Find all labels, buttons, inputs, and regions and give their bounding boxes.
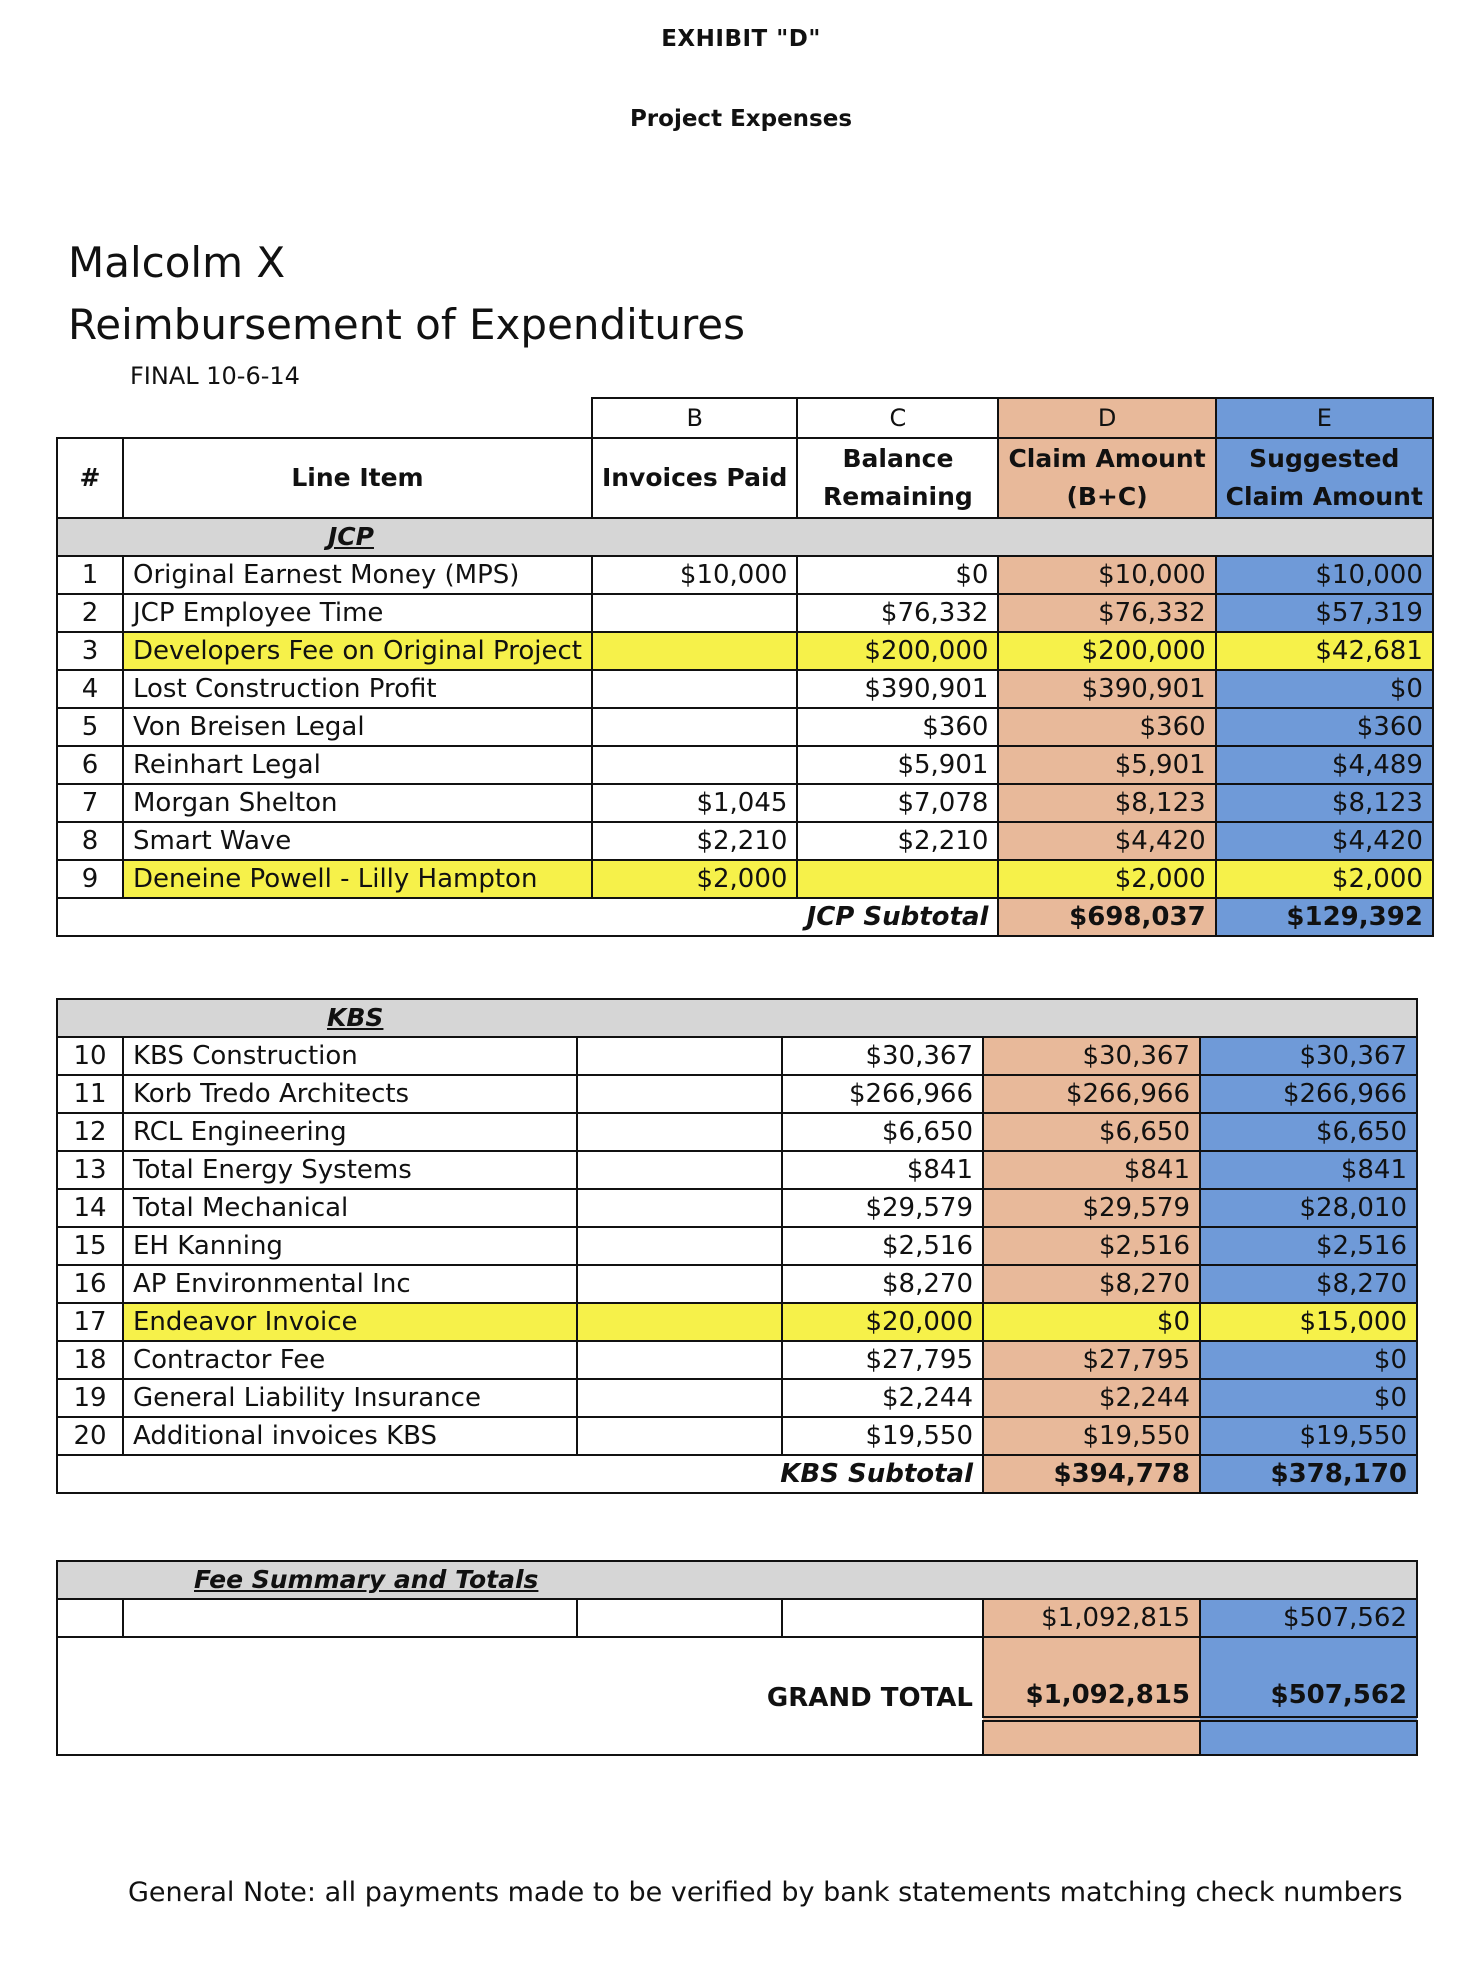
table-row (57, 708, 1433, 746)
claim-amount-cell: $30,367 (983, 1037, 1200, 1075)
table-row (57, 1303, 1417, 1341)
jcp-subtotal-suggested: $129,392 (1216, 898, 1433, 936)
balance-remaining-cell: $19,550 (782, 1417, 983, 1455)
invoices-paid-cell: $2,210 (592, 822, 798, 860)
kbs-rows (57, 1037, 1417, 1455)
invoices-paid-cell (577, 1151, 782, 1189)
line-item-name: Developers Fee on Original Project (123, 632, 592, 670)
table-row (57, 784, 1433, 822)
summary-suggested-total: $507,562 (1200, 1599, 1417, 1637)
claim-amount-cell: $27,795 (983, 1341, 1200, 1379)
balance-remaining-cell: $360 (797, 708, 998, 746)
column-header-row (57, 438, 1433, 518)
claim-amount-cell: $2,516 (983, 1227, 1200, 1265)
table-row (57, 1113, 1417, 1151)
line-item-name: Von Breisen Legal (123, 708, 592, 746)
line-item-name: EH Kanning (123, 1227, 577, 1265)
row-number: 7 (57, 784, 123, 822)
line-item-name: General Liability Insurance (123, 1379, 577, 1417)
grand-total-row (57, 1637, 1417, 1719)
table-row (57, 1265, 1417, 1303)
suggested-claim-cell: $360 (1216, 708, 1433, 746)
section-header-jcp (57, 518, 1433, 556)
claim-amount-cell: $8,270 (983, 1265, 1200, 1303)
balance-remaining-cell: $266,966 (782, 1075, 983, 1113)
balance-remaining-cell: $76,332 (797, 594, 998, 632)
suggested-claim-cell: $28,010 (1200, 1189, 1417, 1227)
table-row (57, 1417, 1417, 1455)
balance-remaining-cell: $30,367 (782, 1037, 983, 1075)
suggested-claim-cell: $266,966 (1200, 1075, 1417, 1113)
row-number: 13 (57, 1151, 123, 1189)
claim-amount-cell: $76,332 (998, 594, 1215, 632)
invoices-paid-cell (592, 632, 798, 670)
header-balance-remaining: Balance Remaining (797, 438, 998, 518)
header-num: # (57, 438, 123, 518)
table-row (57, 1341, 1417, 1379)
table-row (57, 1227, 1417, 1265)
invoices-paid-cell (592, 594, 798, 632)
document-title: Reimbursement of Expenditures (68, 300, 746, 349)
balance-remaining-cell: $7,078 (797, 784, 998, 822)
invoices-paid-cell: $2,000 (592, 860, 798, 898)
suggested-claim-cell: $19,550 (1200, 1417, 1417, 1455)
general-note: General Note: all payments made to be verified by bank statements matching check numbers (128, 1877, 1403, 1908)
invoices-paid-cell (577, 1265, 782, 1303)
row-number: 6 (57, 746, 123, 784)
table-row (57, 1379, 1417, 1417)
grand-total-suggested: $507,562 (1200, 1637, 1417, 1719)
row-number: 14 (57, 1189, 123, 1227)
row-number: 12 (57, 1113, 123, 1151)
line-item-name: Lost Construction Profit (123, 670, 592, 708)
claim-amount-cell: $841 (983, 1151, 1200, 1189)
line-item-name: Endeavor Invoice (123, 1303, 577, 1341)
balance-remaining-cell: $841 (782, 1151, 983, 1189)
header-invoices-paid: Invoices Paid (592, 438, 798, 518)
line-item-name: JCP Employee Time (123, 594, 592, 632)
document-subtitle: Project Expenses (629, 106, 853, 132)
claim-amount-cell: $0 (983, 1303, 1200, 1341)
claim-amount-cell: $2,244 (983, 1379, 1200, 1417)
column-letter-c: C (797, 398, 998, 438)
invoices-paid-cell (592, 670, 798, 708)
section-header-kbs (57, 999, 1417, 1037)
kbs-subtotal-row (57, 1455, 1417, 1493)
invoices-paid-cell: $10,000 (592, 556, 798, 594)
table-row (57, 632, 1433, 670)
claim-amount-cell: $266,966 (983, 1075, 1200, 1113)
section-label-jcp: JCP (328, 522, 374, 551)
row-number: 20 (57, 1417, 123, 1455)
claim-amount-cell: $200,000 (998, 632, 1215, 670)
row-number: 11 (57, 1075, 123, 1113)
balance-remaining-cell: $2,244 (782, 1379, 983, 1417)
claim-amount-cell: $360 (998, 708, 1215, 746)
jcp-subtotal-row (57, 898, 1433, 936)
row-number: 9 (57, 860, 123, 898)
row-number: 10 (57, 1037, 123, 1075)
balance-remaining-cell: $2,210 (797, 822, 998, 860)
jcp-rows (57, 556, 1433, 898)
balance-remaining-cell (797, 860, 998, 898)
line-item-name: Contractor Fee (123, 1341, 577, 1379)
claim-amount-cell: $19,550 (983, 1417, 1200, 1455)
section-label-kbs: KBS (327, 1003, 384, 1032)
table-row (57, 822, 1433, 860)
suggested-claim-cell: $8,270 (1200, 1265, 1417, 1303)
summary-claim-total: $1,092,815 (983, 1599, 1200, 1637)
suggested-claim-cell: $42,681 (1216, 632, 1433, 670)
suggested-claim-cell: $841 (1200, 1151, 1417, 1189)
line-item-name: Total Mechanical (123, 1189, 577, 1227)
table-row (57, 1037, 1417, 1075)
section-header-summary (57, 1561, 1417, 1599)
column-letter-e: E (1216, 398, 1433, 438)
invoices-paid-cell (577, 1189, 782, 1227)
table-row (57, 746, 1433, 784)
table-row (57, 594, 1433, 632)
line-item-name: Morgan Shelton (123, 784, 592, 822)
line-item-name: Additional invoices KBS (123, 1417, 577, 1455)
suggested-claim-cell: $0 (1216, 670, 1433, 708)
suggested-claim-cell: $2,516 (1200, 1227, 1417, 1265)
exhibit-label: EXHIBIT "D" (661, 26, 821, 52)
row-number: 16 (57, 1265, 123, 1303)
suggested-claim-cell: $6,650 (1200, 1113, 1417, 1151)
invoices-paid-cell (577, 1341, 782, 1379)
invoices-paid-cell (577, 1379, 782, 1417)
kbs-table (56, 998, 1418, 1494)
invoices-paid-cell (577, 1303, 782, 1341)
grand-total-claim: $1,092,815 (983, 1637, 1200, 1719)
row-number: 4 (57, 670, 123, 708)
header-claim-amount: Claim Amount (B+C) (998, 438, 1215, 518)
claim-amount-cell: $29,579 (983, 1189, 1200, 1227)
line-item-name: KBS Construction (123, 1037, 577, 1075)
claim-amount-cell: $6,650 (983, 1113, 1200, 1151)
balance-remaining-cell: $5,901 (797, 746, 998, 784)
row-number: 15 (57, 1227, 123, 1265)
table-row (57, 1151, 1417, 1189)
summary-line-row (57, 1599, 1417, 1637)
invoices-paid-cell (577, 1227, 782, 1265)
balance-remaining-cell: $200,000 (797, 632, 998, 670)
suggested-claim-cell: $30,367 (1200, 1037, 1417, 1075)
table-row (57, 670, 1433, 708)
line-item-name: Smart Wave (123, 822, 592, 860)
invoices-paid-cell (592, 708, 798, 746)
suggested-claim-cell: $15,000 (1200, 1303, 1417, 1341)
claim-amount-cell: $390,901 (998, 670, 1215, 708)
kbs-subtotal-claim: $394,778 (983, 1455, 1200, 1493)
row-number: 19 (57, 1379, 123, 1417)
summary-table (56, 1560, 1418, 1756)
summary-bottom-row (57, 1719, 1417, 1755)
table-row (57, 1075, 1417, 1113)
invoices-paid-cell (592, 746, 798, 784)
balance-remaining-cell: $6,650 (782, 1113, 983, 1151)
line-item-name: AP Environmental Inc (123, 1265, 577, 1303)
version-label: FINAL 10-6-14 (130, 362, 300, 390)
suggested-claim-cell: $57,319 (1216, 594, 1433, 632)
row-number: 2 (57, 594, 123, 632)
suggested-claim-cell: $8,123 (1216, 784, 1433, 822)
balance-remaining-cell: $27,795 (782, 1341, 983, 1379)
invoices-paid-cell (577, 1037, 782, 1075)
row-number: 5 (57, 708, 123, 746)
header-suggested-claim: Suggested Claim Amount (1216, 438, 1433, 518)
invoices-paid-cell: $1,045 (592, 784, 798, 822)
line-item-name: RCL Engineering (123, 1113, 577, 1151)
claim-amount-cell: $5,901 (998, 746, 1215, 784)
suggested-claim-cell: $0 (1200, 1341, 1417, 1379)
line-item-name: Total Energy Systems (123, 1151, 577, 1189)
balance-remaining-cell: $2,516 (782, 1227, 983, 1265)
balance-remaining-cell: $29,579 (782, 1189, 983, 1227)
kbs-subtotal-suggested: $378,170 (1200, 1455, 1417, 1493)
column-letter-d: D (998, 398, 1215, 438)
table-row (57, 860, 1433, 898)
row-number: 1 (57, 556, 123, 594)
balance-remaining-cell: $20,000 (782, 1303, 983, 1341)
row-number: 3 (57, 632, 123, 670)
balance-remaining-cell: $390,901 (797, 670, 998, 708)
invoices-paid-cell (577, 1417, 782, 1455)
suggested-claim-cell: $0 (1200, 1379, 1417, 1417)
line-item-name: Deneine Powell - Lilly Hampton (123, 860, 592, 898)
claim-amount-cell: $4,420 (998, 822, 1215, 860)
column-letter-row (57, 398, 1433, 438)
suggested-claim-cell: $4,489 (1216, 746, 1433, 784)
row-number: 18 (57, 1341, 123, 1379)
jcp-subtotal-claim: $698,037 (998, 898, 1215, 936)
line-item-name: Original Earnest Money (MPS) (123, 556, 592, 594)
suggested-claim-cell: $10,000 (1216, 556, 1433, 594)
invoices-paid-cell (577, 1075, 782, 1113)
kbs-subtotal-label: KBS Subtotal (57, 1455, 983, 1493)
grand-total-label: GRAND TOTAL (57, 1637, 983, 1719)
row-number: 17 (57, 1303, 123, 1341)
row-number: 8 (57, 822, 123, 860)
header-line-item: Line Item (123, 438, 592, 518)
balance-remaining-cell: $8,270 (782, 1265, 983, 1303)
claim-amount-cell: $8,123 (998, 784, 1215, 822)
section-label-summary: Fee Summary and Totals (194, 1565, 539, 1594)
claim-amount-cell: $2,000 (998, 860, 1215, 898)
jcp-subtotal-label: JCP Subtotal (57, 898, 998, 936)
column-letter-b: B (592, 398, 798, 438)
table-row (57, 556, 1433, 594)
invoices-paid-cell (577, 1113, 782, 1151)
line-item-name: Korb Tredo Architects (123, 1075, 577, 1113)
suggested-claim-cell: $4,420 (1216, 822, 1433, 860)
jcp-table (56, 397, 1434, 937)
balance-remaining-cell: $0 (797, 556, 998, 594)
project-title: Malcolm X (68, 238, 286, 287)
suggested-claim-cell: $2,000 (1216, 860, 1433, 898)
claim-amount-cell: $10,000 (998, 556, 1215, 594)
table-row (57, 1189, 1417, 1227)
line-item-name: Reinhart Legal (123, 746, 592, 784)
